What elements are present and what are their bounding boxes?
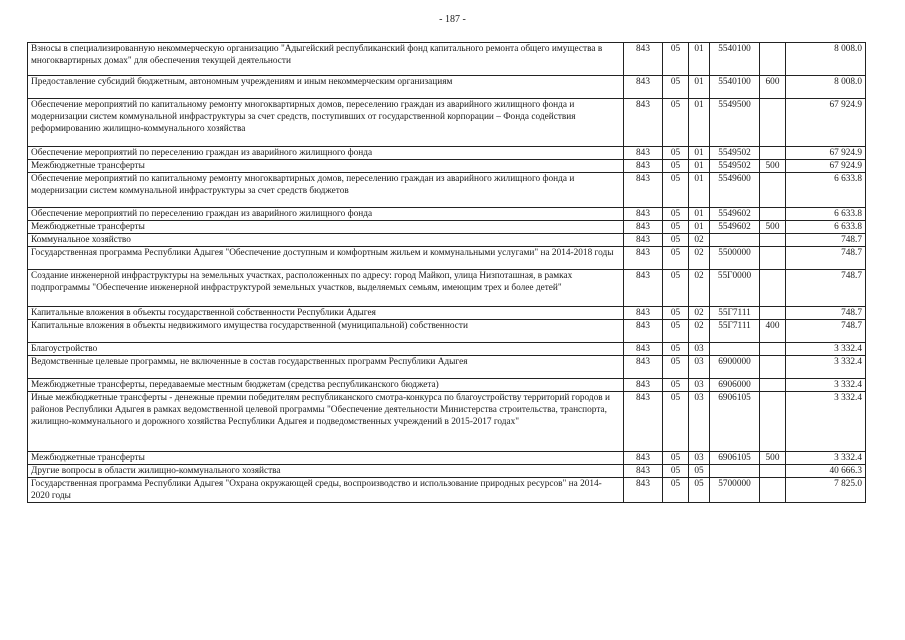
admin-code-cell: 843	[624, 99, 663, 147]
amount-cell: 67 924.9	[786, 160, 866, 173]
admin-code-cell: 843	[624, 320, 663, 343]
expense-kind-cell	[760, 247, 786, 270]
admin-code-cell: 843	[624, 76, 663, 99]
subsection-code-cell: 01	[689, 160, 710, 173]
section-code-cell: 05	[663, 173, 689, 208]
subsection-code-cell: 01	[689, 76, 710, 99]
subsection-code-cell: 01	[689, 43, 710, 76]
amount-cell: 748.7	[786, 247, 866, 270]
subsection-code-cell: 01	[689, 208, 710, 221]
table-row	[28, 320, 866, 343]
budget-table	[27, 42, 866, 503]
section-code-cell: 05	[663, 356, 689, 379]
expense-name-cell: Обеспечение мероприятий по капитальному ремонту многоквартирных домов, переселению граждан из аварийного жилищного фонда и модернизации систем коммунальной инфраструктуры за счет средств, поступивших от государственной корпорации – Фонда содействия реформированию жилищно-коммунального хозяйства	[28, 99, 624, 147]
table-row	[28, 99, 866, 147]
expense-name-cell: Межбюджетные трансферты	[28, 160, 624, 173]
subsection-code-cell: 03	[689, 392, 710, 452]
section-code-cell: 05	[663, 465, 689, 478]
target-article-cell: 5540100	[710, 43, 760, 76]
amount-cell: 6 633.8	[786, 173, 866, 208]
expense-name-cell: Обеспечение мероприятий по капитальному ремонту многоквартирных домов, переселению граждан из аварийного жилищного фонда и модернизации систем коммунальной инфраструктуры за счет средств бюджетов	[28, 173, 624, 208]
amount-cell: 3 332.4	[786, 356, 866, 379]
target-article-cell: 5700000	[710, 478, 760, 503]
table-row	[28, 160, 866, 173]
subsection-code-cell: 01	[689, 147, 710, 160]
expense-name-cell: Благоустройство	[28, 343, 624, 356]
amount-cell: 748.7	[786, 234, 866, 247]
section-code-cell: 05	[663, 478, 689, 503]
expense-name-cell: Межбюджетные трансферты, передаваемые местным бюджетам (средства республиканского бюджета)	[28, 379, 624, 392]
expense-name-cell: Капитальные вложения в объекты государственной собственности Республики Адыгея	[28, 307, 624, 320]
table-row	[28, 208, 866, 221]
subsection-code-cell: 03	[689, 343, 710, 356]
expense-kind-cell	[760, 356, 786, 379]
admin-code-cell: 843	[624, 43, 663, 76]
page-number: - 187 -	[439, 14, 466, 25]
amount-cell: 67 924.9	[786, 147, 866, 160]
table-row	[28, 247, 866, 270]
subsection-code-cell: 05	[689, 465, 710, 478]
table-row	[28, 343, 866, 356]
amount-cell: 8 008.0	[786, 43, 866, 76]
expense-kind-cell: 600	[760, 76, 786, 99]
section-code-cell: 05	[663, 234, 689, 247]
admin-code-cell: 843	[624, 478, 663, 503]
expense-name-cell: Обеспечение мероприятий по переселению граждан из аварийного жилищного фонда	[28, 147, 624, 160]
amount-cell: 3 332.4	[786, 392, 866, 452]
amount-cell: 3 332.4	[786, 343, 866, 356]
section-code-cell: 05	[663, 208, 689, 221]
expense-name-cell: Обеспечение мероприятий по переселению граждан из аварийного жилищного фонда	[28, 208, 624, 221]
section-code-cell: 05	[663, 76, 689, 99]
subsection-code-cell: 03	[689, 379, 710, 392]
table-row	[28, 76, 866, 99]
section-code-cell: 05	[663, 147, 689, 160]
table-row	[28, 452, 866, 465]
admin-code-cell: 843	[624, 465, 663, 478]
target-article-cell: 5500000	[710, 247, 760, 270]
subsection-code-cell: 02	[689, 247, 710, 270]
table-row	[28, 379, 866, 392]
section-code-cell: 05	[663, 307, 689, 320]
section-code-cell: 05	[663, 221, 689, 234]
expense-kind-cell	[760, 208, 786, 221]
expense-kind-cell	[760, 465, 786, 478]
target-article-cell	[710, 234, 760, 247]
table-row	[28, 173, 866, 208]
target-article-cell: 5540100	[710, 76, 760, 99]
expense-kind-cell	[760, 307, 786, 320]
expense-kind-cell	[760, 43, 786, 76]
expense-name-cell: Ведомственные целевые программы, не включенные в состав государственных программ Республики Адыгея	[28, 356, 624, 379]
expense-kind-cell	[760, 379, 786, 392]
expense-kind-cell	[760, 173, 786, 208]
amount-cell: 6 633.8	[786, 208, 866, 221]
subsection-code-cell: 01	[689, 99, 710, 147]
target-article-cell	[710, 465, 760, 478]
expense-name-cell: Коммунальное хозяйство	[28, 234, 624, 247]
amount-cell: 8 008.0	[786, 76, 866, 99]
table-row	[28, 147, 866, 160]
expense-kind-cell	[760, 270, 786, 307]
amount-cell: 6 633.8	[786, 221, 866, 234]
expense-kind-cell: 500	[760, 160, 786, 173]
target-article-cell: 5549500	[710, 99, 760, 147]
amount-cell: 3 332.4	[786, 379, 866, 392]
expense-kind-cell	[760, 234, 786, 247]
table-row	[28, 392, 866, 452]
subsection-code-cell: 03	[689, 356, 710, 379]
amount-cell: 748.7	[786, 320, 866, 343]
amount-cell: 3 332.4	[786, 452, 866, 465]
expense-kind-cell	[760, 147, 786, 160]
admin-code-cell: 843	[624, 221, 663, 234]
subsection-code-cell: 05	[689, 478, 710, 503]
expense-name-cell: Капитальные вложения в объекты недвижимого имущества государственной (муниципальной) собственности	[28, 320, 624, 343]
target-article-cell: 5549602	[710, 221, 760, 234]
subsection-code-cell: 02	[689, 320, 710, 343]
target-article-cell: 5549502	[710, 147, 760, 160]
target-article-cell: 6906105	[710, 452, 760, 465]
target-article-cell: 55Г0000	[710, 270, 760, 307]
expense-name-cell: Другие вопросы в области жилищно-коммунального хозяйства	[28, 465, 624, 478]
expense-kind-cell	[760, 392, 786, 452]
admin-code-cell: 843	[624, 208, 663, 221]
table-row	[28, 307, 866, 320]
target-article-cell: 5549502	[710, 160, 760, 173]
subsection-code-cell: 01	[689, 221, 710, 234]
admin-code-cell: 843	[624, 307, 663, 320]
admin-code-cell: 843	[624, 173, 663, 208]
amount-cell: 748.7	[786, 270, 866, 307]
subsection-code-cell: 03	[689, 452, 710, 465]
admin-code-cell: 843	[624, 356, 663, 379]
expense-kind-cell: 500	[760, 221, 786, 234]
section-code-cell: 05	[663, 343, 689, 356]
target-article-cell	[710, 343, 760, 356]
amount-cell: 67 924.9	[786, 99, 866, 147]
target-article-cell: 6906000	[710, 379, 760, 392]
section-code-cell: 05	[663, 392, 689, 452]
amount-cell: 40 666.3	[786, 465, 866, 478]
section-code-cell: 05	[663, 270, 689, 307]
admin-code-cell: 843	[624, 147, 663, 160]
table-row	[28, 465, 866, 478]
target-article-cell: 6906105	[710, 392, 760, 452]
section-code-cell: 05	[663, 320, 689, 343]
admin-code-cell: 843	[624, 247, 663, 270]
section-code-cell: 05	[663, 379, 689, 392]
section-code-cell: 05	[663, 99, 689, 147]
expense-name-cell: Создание инженерной инфраструктуры на земельных участках, расположенных по адресу: город Майкоп, улица Низпоташная, в рамках подпрограммы "Обеспечение инженерной инфраструктурой земельных участков, выделяемых семьям, имеющим трех и более детей"	[28, 270, 624, 307]
expense-name-cell: Государственная программа Республики Адыгея "Охрана окружающей среды, воспроизводство и использование природных ресурсов" на 2014-2020 годы	[28, 478, 624, 503]
subsection-code-cell: 01	[689, 173, 710, 208]
table-row	[28, 270, 866, 307]
subsection-code-cell: 02	[689, 270, 710, 307]
target-article-cell: 55Г7111	[710, 307, 760, 320]
target-article-cell: 6900000	[710, 356, 760, 379]
expense-name-cell: Государственная программа Республики Адыгея "Обеспечение доступным и комфортным жильем и коммунальными услугами" на 2014-2018 годы	[28, 247, 624, 270]
expense-name-cell: Взносы в специализированную некоммерческую организацию "Адыгейский республиканский фонд капитального ремонта общего имущества в многоквартирных домах" для обеспечения текущей деятельности	[28, 43, 624, 76]
table-row	[28, 221, 866, 234]
target-article-cell: 55Г7111	[710, 320, 760, 343]
subsection-code-cell: 02	[689, 234, 710, 247]
table-row	[28, 356, 866, 379]
expense-kind-cell	[760, 478, 786, 503]
expense-kind-cell	[760, 343, 786, 356]
admin-code-cell: 843	[624, 160, 663, 173]
expense-name-cell: Предоставление субсидий бюджетным, автономным учреждениям и иным некоммерческим организациям	[28, 76, 624, 99]
admin-code-cell: 843	[624, 452, 663, 465]
target-article-cell: 5549600	[710, 173, 760, 208]
table-row	[28, 478, 866, 503]
admin-code-cell: 843	[624, 379, 663, 392]
amount-cell: 7 825.0	[786, 478, 866, 503]
amount-cell: 748.7	[786, 307, 866, 320]
section-code-cell: 05	[663, 452, 689, 465]
expense-name-cell: Межбюджетные трансферты	[28, 221, 624, 234]
expense-kind-cell: 400	[760, 320, 786, 343]
target-article-cell: 5549602	[710, 208, 760, 221]
admin-code-cell: 843	[624, 392, 663, 452]
table-row	[28, 234, 866, 247]
admin-code-cell: 843	[624, 270, 663, 307]
subsection-code-cell: 02	[689, 307, 710, 320]
expense-name-cell: Межбюджетные трансферты	[28, 452, 624, 465]
budget-table-body	[28, 43, 866, 503]
section-code-cell: 05	[663, 160, 689, 173]
admin-code-cell: 843	[624, 234, 663, 247]
expense-name-cell: Иные межбюджетные трансферты - денежные премии победителям республиканского смотра-конкурса по благоустройству территорий городов и районов Республики Адыгея в рамках ведомственной целевой программы "Обеспечение деятельности Министерства строительства, транспорта, жилищно-коммунального и дорожного хозяйства Республики Адыгея и подведомственных учреждений в 2015-2017 годах"	[28, 392, 624, 452]
section-code-cell: 05	[663, 43, 689, 76]
expense-kind-cell: 500	[760, 452, 786, 465]
section-code-cell: 05	[663, 247, 689, 270]
table-row	[28, 43, 866, 76]
admin-code-cell: 843	[624, 343, 663, 356]
expense-kind-cell	[760, 99, 786, 147]
